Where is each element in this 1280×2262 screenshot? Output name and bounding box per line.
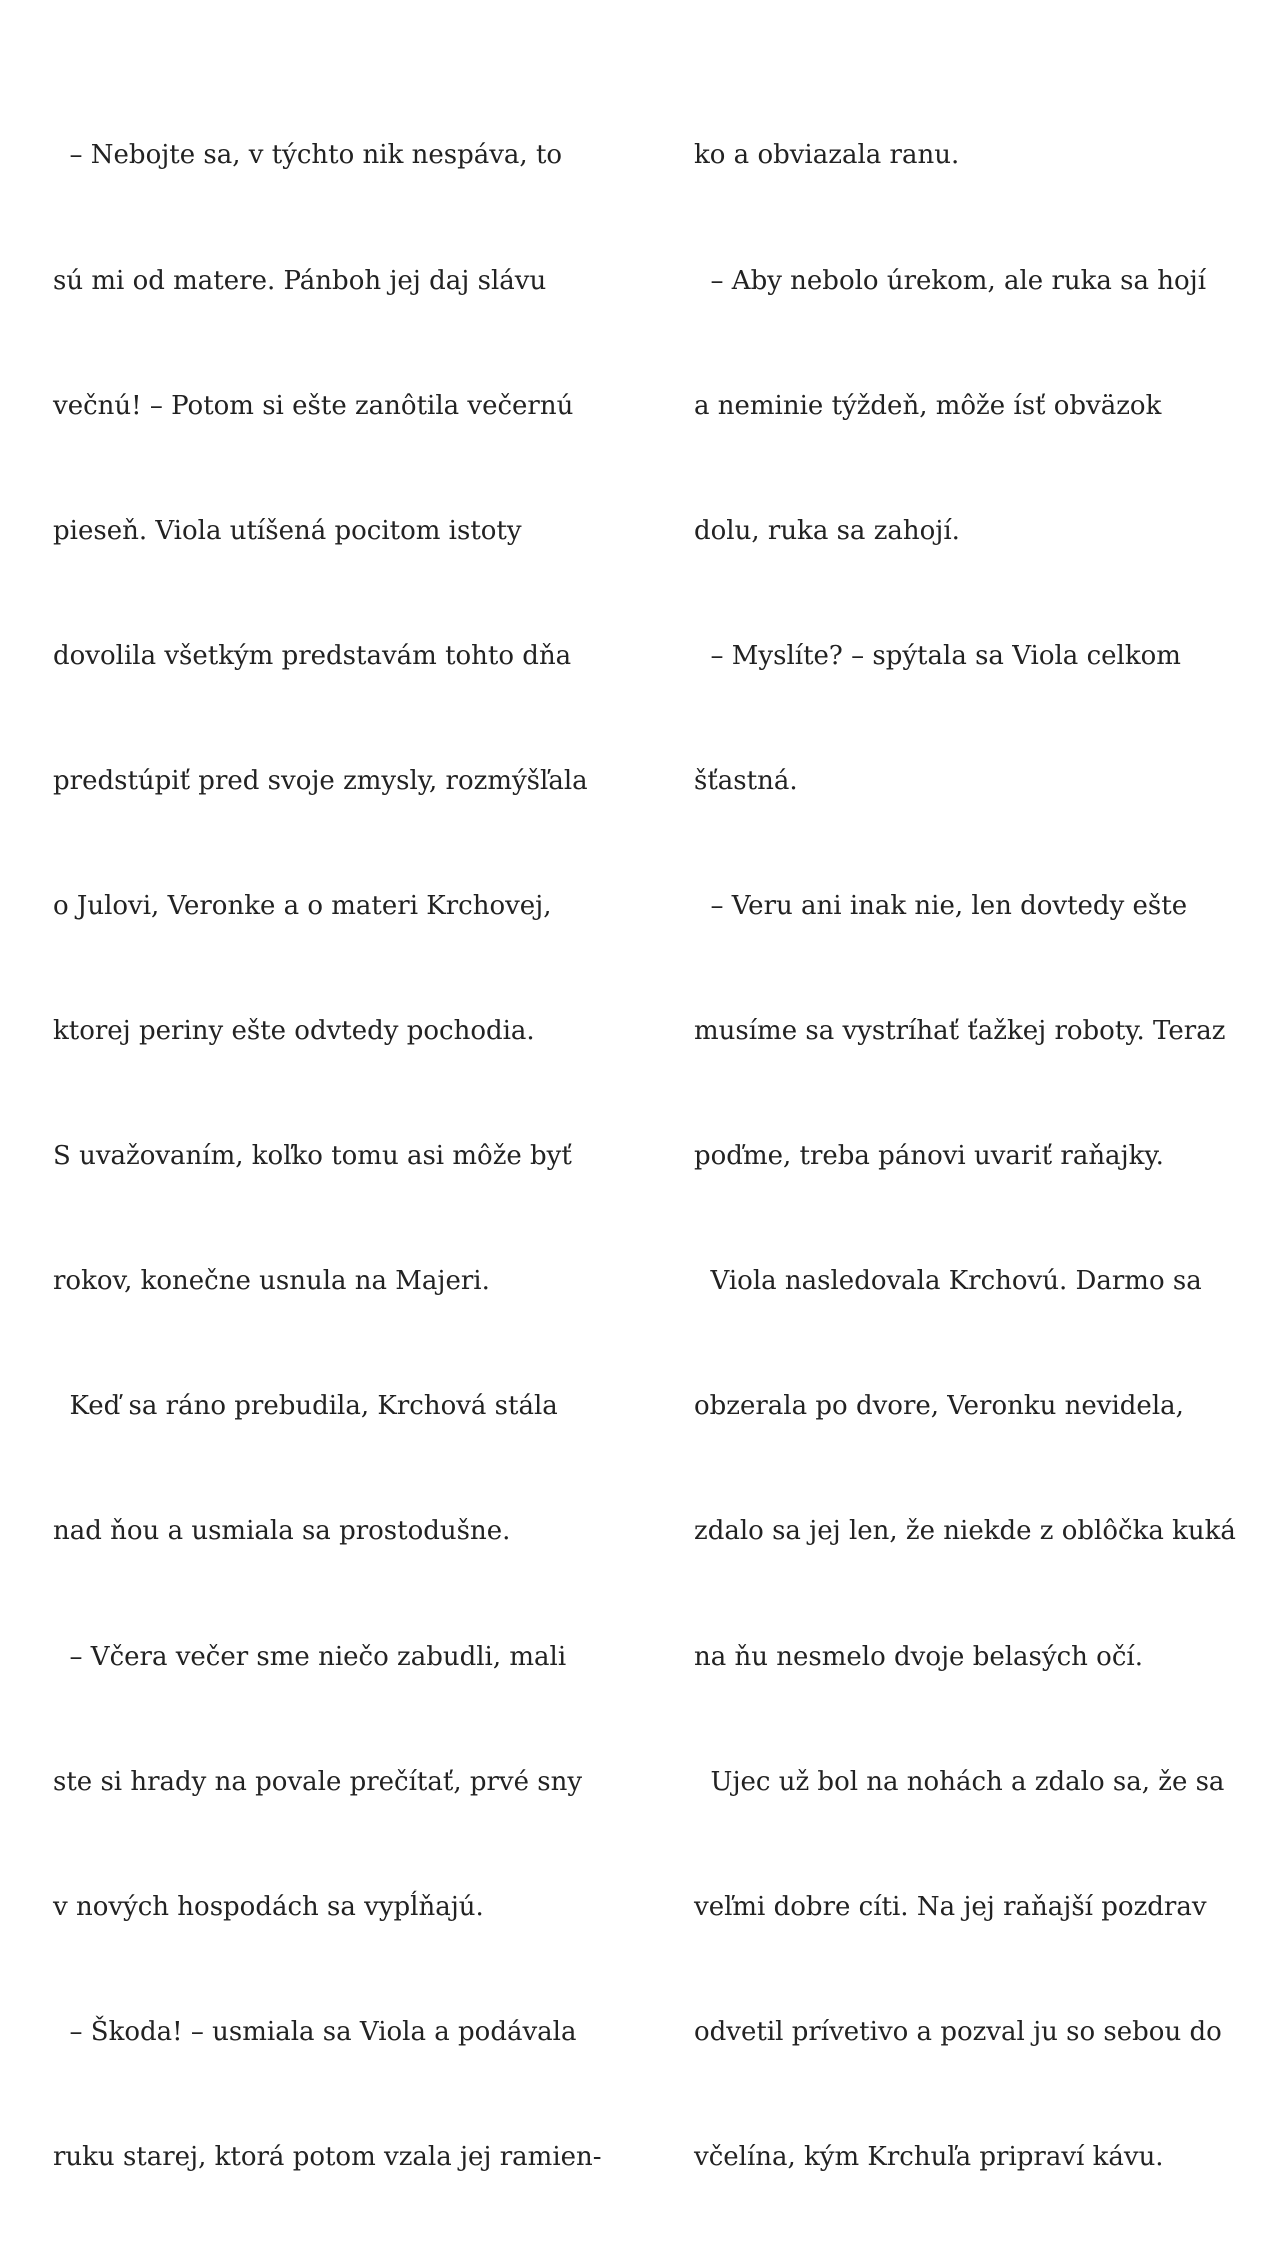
text-line: o Julovi, Veronke a o materi Krchovej, <box>53 890 552 921</box>
text-line: pieseň. Viola utíšená pocitom istoty <box>53 515 522 546</box>
text-line: – Včera večer sme niečo zabudli, mali <box>53 1641 567 1672</box>
text-line: ruku starej, ktorá potom vzala jej ramien- <box>53 2141 602 2172</box>
text-line: v nových hospodách sa vypĺňajú. <box>53 1891 484 1922</box>
text-line: Viola nasledovala Krchovú. Darmo sa <box>694 1266 1202 1297</box>
text-line: obzerala po dvore, Veronku nevidela, <box>694 1391 1184 1422</box>
left-column <box>53 52 613 2262</box>
text-line: rokov, konečne usnula na Majeri. <box>53 1266 490 1297</box>
text-line: musíme sa vystríhať ťažkej roboty. Teraz <box>694 1016 1226 1047</box>
text-line: Ujec už bol na nohách a zdalo sa, že sa <box>694 1766 1225 1797</box>
text-line: – Aby nebolo úrekom, ale ruka sa hojí <box>694 265 1207 296</box>
text-line: odvetil prívetivo a pozval ju so sebou do <box>694 2016 1222 2047</box>
text-line: – Škoda! – usmiala sa Viola a podávala <box>53 2016 577 2047</box>
text-line: veľmi dobre cíti. Na jej raňajší pozdrav <box>694 1891 1207 1922</box>
text-line: Keď sa ráno prebudila, Krchová stála <box>53 1391 558 1422</box>
text-line: poďme, treba pánovi uvariť raňajky. <box>694 1141 1164 1172</box>
text-line: ko a obviazala ranu. <box>694 140 960 171</box>
text-line: ktorej periny ešte odvtedy pochodia. <box>53 1016 535 1047</box>
text-line: a neminie týždeň, môže ísť obväzok <box>694 390 1162 421</box>
text-line: dovolila všetkým predstavám tohto dňa <box>53 640 572 671</box>
text-line: ste si hrady na povale prečítať, prvé sny <box>53 1766 583 1797</box>
text-line: nad ňou a usmiala sa prostodušne. <box>53 1516 511 1547</box>
text-line: zdalo sa jej len, že niekde z oblôčka kuká <box>694 1516 1236 1547</box>
text-line: šťastná. <box>694 765 798 796</box>
text-line: včelína, kým Krchuľa pripraví kávu. <box>694 2141 1164 2172</box>
text-line: predstúpiť pred svoje zmysly, rozmýšľala <box>53 765 588 796</box>
text-line: večnú! – Potom si ešte zanôtila večernú <box>53 390 574 421</box>
text-line: – Veru ani inak nie, len dovtedy ešte <box>694 890 1188 921</box>
text-line: S uvažovaním, koľko tomu asi môže byť <box>53 1141 572 1172</box>
text-line: – Nebojte sa, v týchto nik nespáva, to <box>53 140 563 171</box>
text-line: – Myslíte? – spýtala sa Viola celkom <box>694 640 1181 671</box>
text-line: dolu, ruka sa zahojí. <box>694 515 960 546</box>
right-column <box>694 52 1254 2262</box>
text-line: na ňu nesmelo dvoje belasých očí. <box>694 1641 1143 1672</box>
text-line: sú mi od matere. Pánboh jej daj slávu <box>53 265 547 296</box>
